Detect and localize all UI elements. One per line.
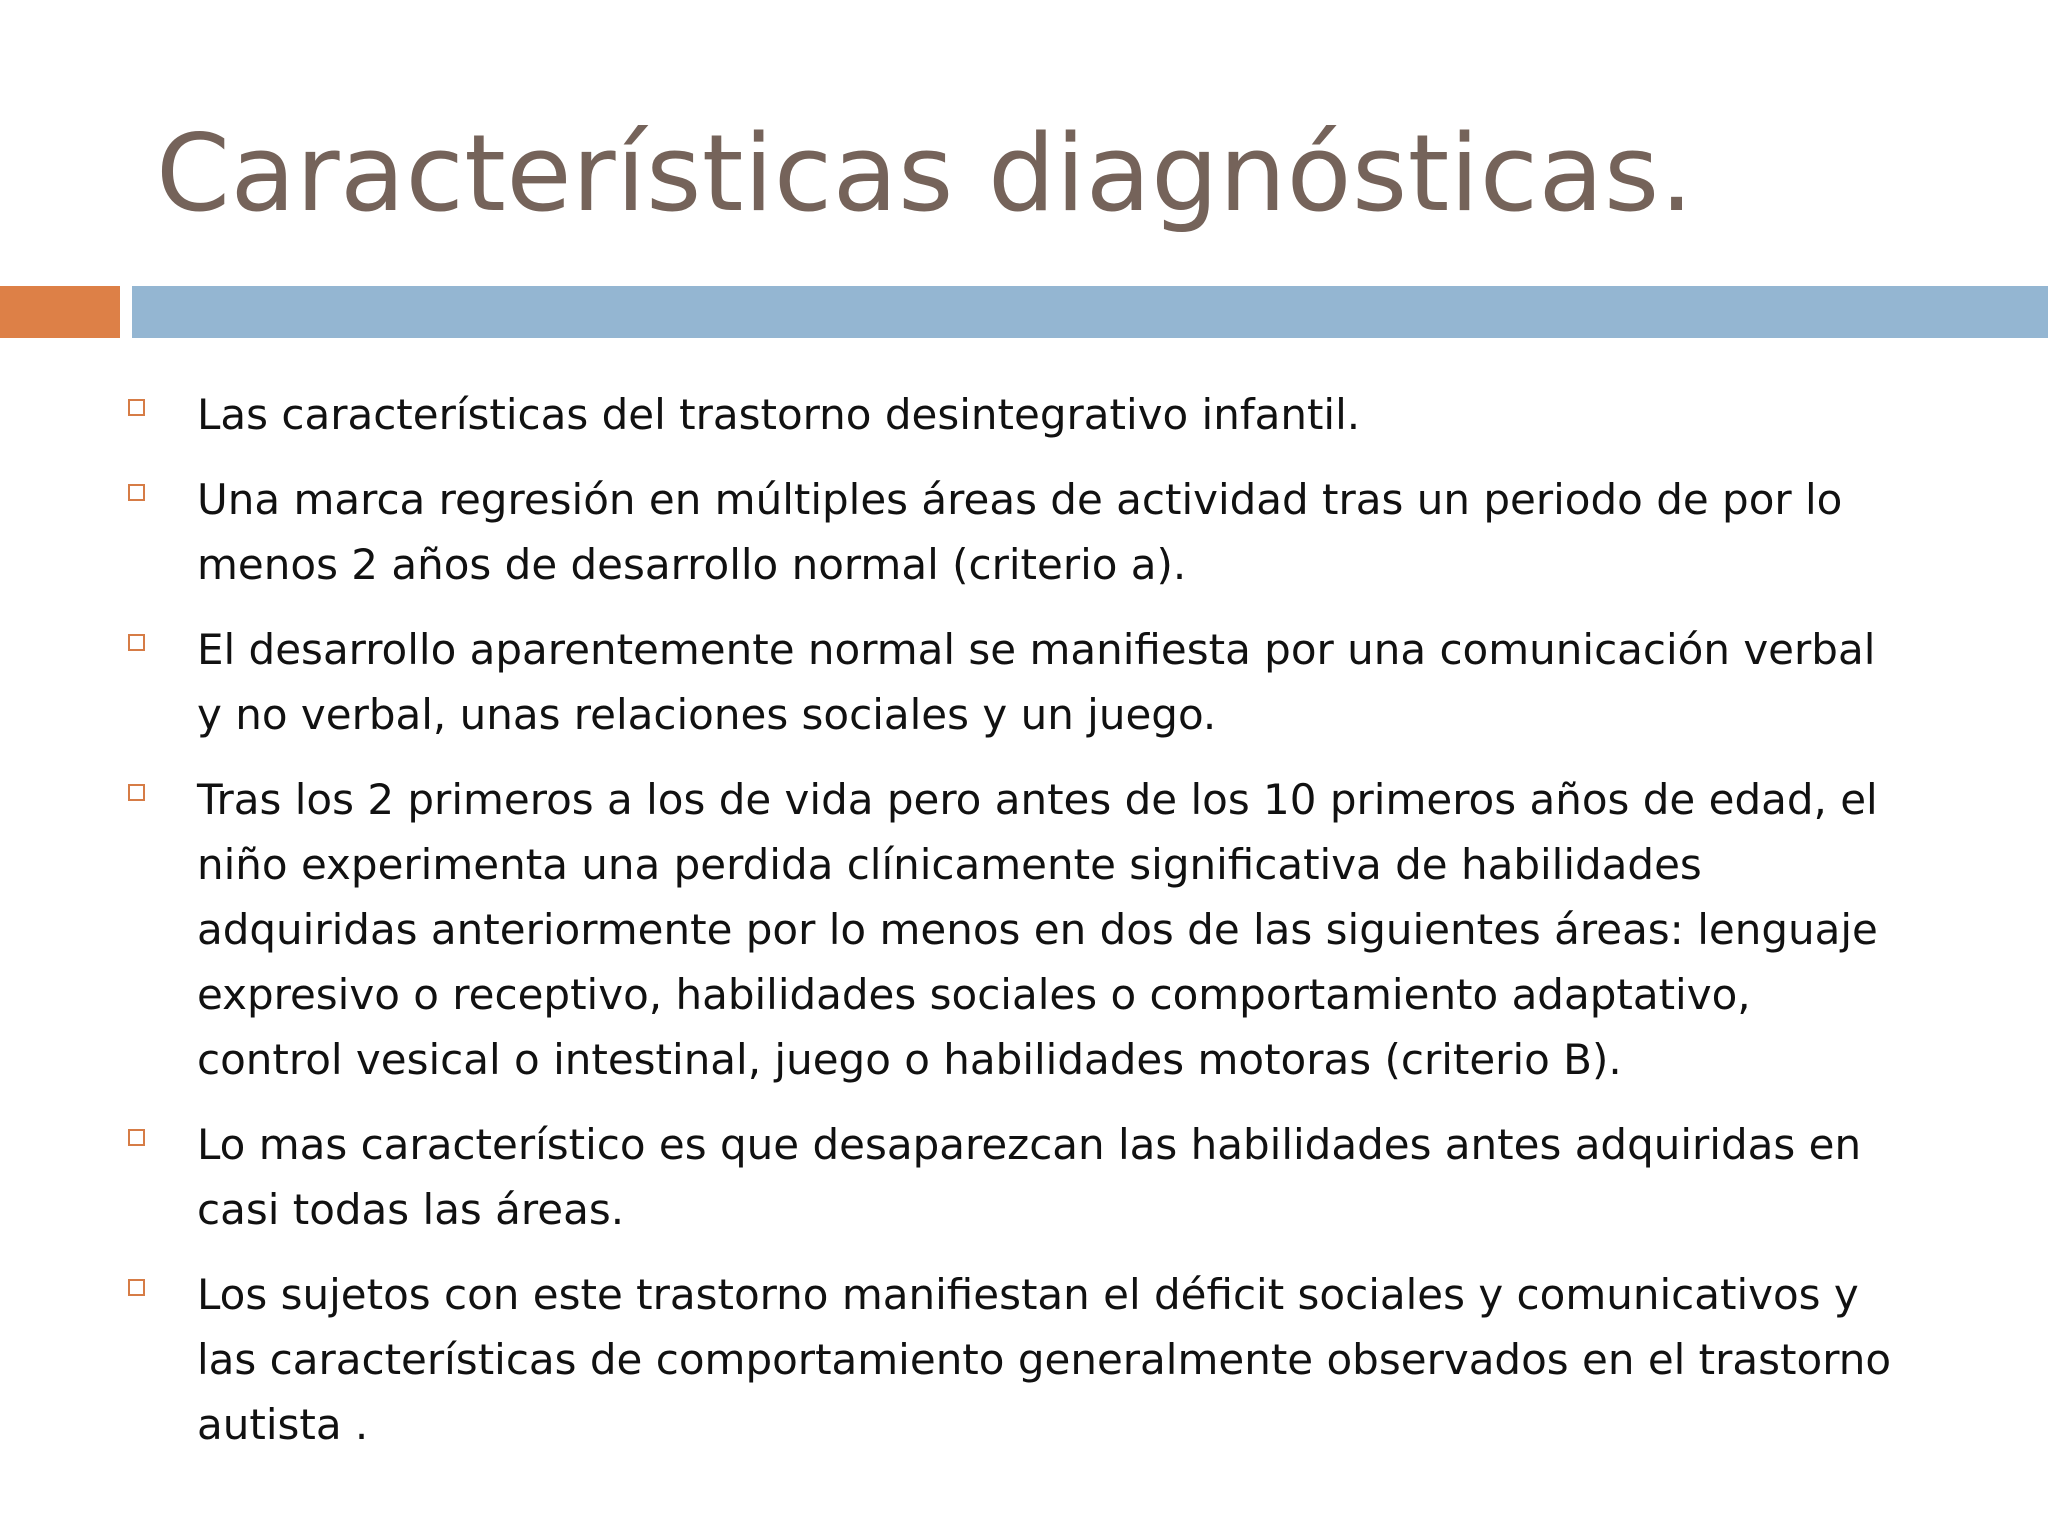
bullet-item xyxy=(128,382,1908,447)
square-bullet-icon xyxy=(128,784,145,801)
square-bullet-icon xyxy=(128,634,145,651)
square-bullet-icon xyxy=(128,1129,145,1146)
bullet-text: Lo mas característico es que desaparezcan las habilidades antes adquiridas en casi todas las áreas. xyxy=(197,1120,1862,1234)
bullet-item xyxy=(128,467,1908,597)
bullet-item xyxy=(128,767,1908,1092)
square-bullet-icon xyxy=(128,1279,145,1296)
bullet-text: Una marca regresión en múltiples áreas de actividad tras un periodo de por lo menos 2 años de desarrollo normal (criterio a). xyxy=(197,475,1843,589)
bullet-text: Los sujetos con este trastorno manifiestan el déficit sociales y comunicativos y las características de comportamiento generalmente observados en el trastorno autista . xyxy=(197,1270,1892,1449)
bullet-item xyxy=(128,617,1908,747)
title-accent-bar xyxy=(0,286,120,338)
bullet-text: Tras los 2 primeros a los de vida pero antes de los 10 primeros años de edad, el niño experimenta una perdida clínicamente significativa de habilidades adquiridas anteriormente por lo menos en dos de las siguientes áreas: lenguaje expresivo o receptivo, habilidades sociales o comportamiento adaptativo, control vesical o intestinal, juego o habilidades motoras (criterio B). xyxy=(197,775,1878,1084)
bullet-item xyxy=(128,1112,1908,1242)
bullet-item xyxy=(128,1262,1908,1457)
bullet-text: El desarrollo aparentemente normal se manifiesta por una comunicación verbal y no verbal, unas relaciones sociales y un juego. xyxy=(197,625,1876,739)
square-bullet-icon xyxy=(128,484,145,501)
slide-title: Características diagnósticas. xyxy=(156,112,1694,235)
bullet-list xyxy=(128,382,1908,1477)
square-bullet-icon xyxy=(128,399,145,416)
bullet-text: Las características del trastorno desintegrativo infantil. xyxy=(197,390,1361,439)
title-divider-bar xyxy=(132,286,2048,338)
